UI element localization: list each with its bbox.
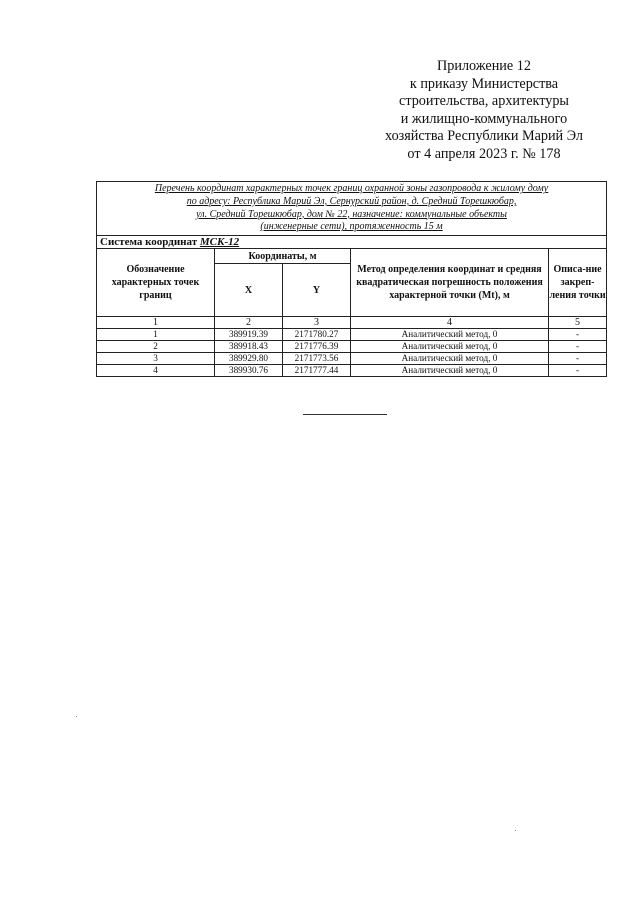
cell-x: 389918.43 <box>215 341 283 353</box>
header-point: Обозначение характерных точек границ <box>97 249 215 317</box>
table-row <box>97 329 607 341</box>
cell-description: - <box>549 365 607 377</box>
header-method: Метод определения координат и средняя квадратическая погрешность положения характерной точки (Mt), м <box>351 249 549 317</box>
appendix-line-3: строительства, архитектуры <box>399 93 569 110</box>
appendix-line-4: и жилищно-коммунального <box>400 110 568 127</box>
table-caption <box>97 182 607 236</box>
header-coords: Координаты, м <box>215 249 351 264</box>
header-y: Y <box>283 264 351 317</box>
cell-method: Аналитический метод, 0 <box>351 365 549 377</box>
coordinate-system-value: МСК-12 <box>199 236 240 248</box>
cell-description: - <box>549 353 607 365</box>
scan-speck <box>515 830 516 831</box>
cell-description: - <box>549 329 607 341</box>
table-row <box>97 353 607 365</box>
cell-point: 4 <box>97 365 215 377</box>
cell-x: 389929.80 <box>215 353 283 365</box>
caption-line: (инженерные сети), протяженность 15 м <box>260 221 443 233</box>
header-x: X <box>215 264 283 317</box>
table-row <box>97 341 607 353</box>
appendix-line-2: к приказу Министерства <box>409 75 559 92</box>
column-number: 5 <box>549 317 607 329</box>
header-description: Описа-ние закреп-ления точки <box>549 249 607 317</box>
cell-y: 2171776.39 <box>283 341 351 353</box>
cell-point: 2 <box>97 341 215 353</box>
cell-description: - <box>549 341 607 353</box>
appendix-line-1: Приложение 12 <box>437 58 531 74</box>
appendix-line-6: от 4 апреля 2023 г. № 178 <box>407 145 561 162</box>
cell-x: 389919.39 <box>215 329 283 341</box>
column-number: 2 <box>215 317 283 329</box>
column-number: 1 <box>97 317 215 329</box>
caption-line: ул. Средний Торешкюбар, дом № 22, назначение: коммунальные объекты <box>196 208 507 220</box>
cell-method: Аналитический метод, 0 <box>351 353 549 365</box>
column-number: 3 <box>283 317 351 329</box>
appendix-line-5: хозяйства Республики Марий Эл <box>385 128 583 145</box>
cell-y: 2171780.27 <box>283 329 351 341</box>
cell-y: 2171777.44 <box>283 365 351 377</box>
coordinate-system-label: Система координат <box>100 236 198 248</box>
appendix-header <box>352 58 616 164</box>
cell-method: Аналитический метод, 0 <box>351 329 549 341</box>
cell-point: 3 <box>97 353 215 365</box>
cell-method: Аналитический метод, 0 <box>351 341 549 353</box>
cell-x: 389930.76 <box>215 365 283 377</box>
cell-point: 1 <box>97 329 215 341</box>
coordinate-system <box>97 236 607 249</box>
table-row <box>97 365 607 377</box>
scan-speck <box>76 716 77 717</box>
column-number: 4 <box>351 317 549 329</box>
caption-line: Перечень координат характерных точек границ охранной зоны газопровода к жилому дому <box>154 183 549 195</box>
separator-line <box>303 414 387 415</box>
cell-y: 2171773.56 <box>283 353 351 365</box>
caption-line: по адресу: Республика Марий Эл, Сернурский район, д. Средний Торешкюбар, <box>186 195 517 207</box>
column-number-row <box>97 317 607 329</box>
coordinates-table <box>96 181 607 377</box>
